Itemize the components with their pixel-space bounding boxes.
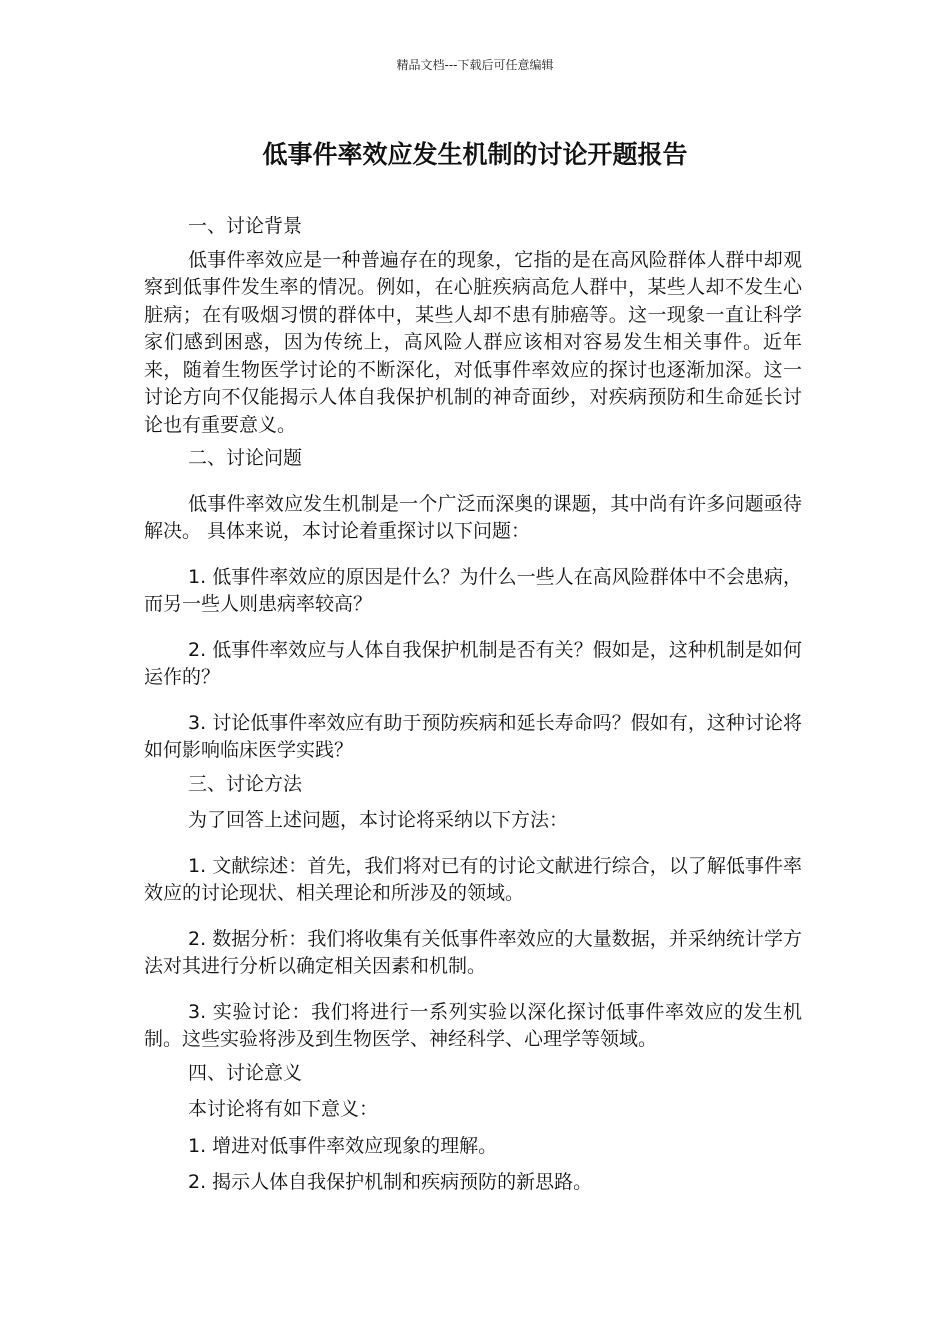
methods-intro-paragraph: 为了回答上述问题，本讨论将采纳以下方法： xyxy=(188,809,569,831)
header-note: 精品文档---下载后可任意编辑 xyxy=(396,58,554,72)
method-item-2: 2. 数据分析：我们将收集有关低事件率效应的大量数据，并采纳统计学方法对其进行分析以确定相关因素和机制。 xyxy=(144,927,802,977)
section-heading-background: 一、讨论背景 xyxy=(188,215,303,237)
background-paragraph: 低事件率效应是一种普遍存在的现象，它指的是在高风险群体人群中却观察到低事件发生率的情况。例如，在心脏疾病高危人群中，某些人却不发生心脏病；在有吸烟习惯的群体中，某些人却不患有肺癌等。这一现象一直让科学家们感到困惑，因为传统上，高风险人群应该相对容易发生相关事件。近年来，随着生物医学讨论的不断深化，对低事件率效应的探讨也逐渐加深。这一讨论方向不仅能揭示人体自我保护机制的神奇面纱，对疾病预防和生命延长讨论也有重要意义。 xyxy=(144,248,802,436)
section-heading-methods: 三、讨论方法 xyxy=(188,772,303,795)
question-item-2: 2. 低事件率效应与人体自我保护机制是否有关？假如是，这种机制是如何运作的？ xyxy=(144,638,802,688)
section-heading-questions: 二、讨论问题 xyxy=(188,447,303,469)
document-title: 低事件率效应发生机制的讨论开题报告 xyxy=(262,140,688,169)
question-item-1: 1. 低事件率效应的原因是什么？为什么一些人在高风险群体中不会患病，而另一些人则患病率较高？ xyxy=(144,565,802,615)
question-item-3: 3. 讨论低事件率效应有助于预防疾病和延长寿命吗？假如有，这种讨论将如何影响临床医学实践？ xyxy=(144,711,802,761)
method-item-3: 3. 实验讨论：我们将进行一系列实验以深化探讨低事件率效应的发生机制。这些实验将涉及到生物医学、神经科学、心理学等领域。 xyxy=(144,1000,802,1050)
document-body xyxy=(144,213,802,1197)
significance-item-2: 2. 揭示人体自我保护机制和疾病预防的新思路。 xyxy=(188,1171,593,1193)
significance-intro-paragraph: 本讨论将有如下意义： xyxy=(188,1098,379,1120)
significance-item-1: 1. 增进对低事件率效应现象的理解。 xyxy=(188,1134,498,1157)
method-item-1: 1. 文献综述：首先，我们将对已有的讨论文献进行综合，以了解低事件率效应的讨论现状、相关理论和所涉及的领域。 xyxy=(144,854,802,904)
questions-intro-paragraph: 低事件率效应发生机制是一个广泛而深奥的课题，其中尚有许多问题亟待解决。 具体来说，本讨论着重探讨以下问题： xyxy=(144,492,802,542)
section-heading-significance: 四、讨论意义 xyxy=(188,1061,303,1084)
